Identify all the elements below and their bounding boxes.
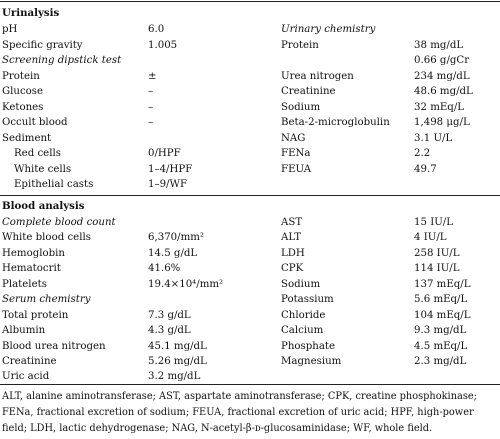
subsection-label: Urinary chemistry xyxy=(281,24,376,35)
row-value: 2.2 xyxy=(414,148,431,159)
blood-analysis-heading: Blood analysis xyxy=(2,200,85,212)
table-row xyxy=(0,177,500,193)
row-label: pH xyxy=(2,24,18,35)
row-value: 6.0 xyxy=(148,24,165,35)
row-label: Uric acid xyxy=(2,371,50,382)
row-label: FENa xyxy=(281,148,311,159)
table-row xyxy=(0,215,500,231)
row-value: 114 IU/L xyxy=(414,263,460,274)
row-value: 45.1 mg/dL xyxy=(148,341,207,352)
row-label: Protein xyxy=(2,71,40,82)
table-row xyxy=(0,22,500,38)
table-row xyxy=(0,277,500,293)
row-label: Creatinine xyxy=(281,86,336,97)
row-label: Epithelial casts xyxy=(14,179,94,190)
abbreviations-footnote: ALT, alanine aminotransferase; AST, aspartate aminotransferase; CPK, creatine phosphokinase; FENa, fractional excretion of sodium; FEUA, fractional excretion of uric acid; HPF, high-power field; LDH, lactic dehydrogenase; NAG, N-acetyl-β-ᴅ-glucosaminidase; WF, whole field. xyxy=(2,391,477,434)
row-label: White blood cells xyxy=(2,232,91,243)
subsection-label: Screening dipstick test xyxy=(2,55,122,66)
table-row xyxy=(0,339,500,355)
row-label: Chloride xyxy=(281,310,326,321)
table-row xyxy=(0,354,500,370)
row-value: 3.1 U/L xyxy=(414,133,453,144)
row-label: Calcium xyxy=(281,325,324,336)
row-label: Sodium xyxy=(281,279,321,290)
row-value: 1–4/HPF xyxy=(148,164,193,175)
subsection-label: Serum chemistry xyxy=(2,294,91,305)
row-label: Platelets xyxy=(2,279,47,290)
row-label: ALT xyxy=(281,232,302,243)
row-value: 2.3 mg/dL xyxy=(414,356,467,367)
row-value: 19.4×10⁴/mm² xyxy=(148,279,224,290)
table-row xyxy=(0,261,500,277)
row-value: – xyxy=(148,117,154,128)
row-value: 14.5 g/dL xyxy=(148,248,198,259)
row-label: Urea nitrogen xyxy=(281,71,354,82)
row-label: Hemoglobin xyxy=(2,248,65,259)
table-row xyxy=(0,84,500,100)
row-value: 0.66 g/gCr xyxy=(414,55,470,66)
row-label: CPK xyxy=(281,263,304,274)
row-label: Total protein xyxy=(2,310,69,321)
row-value: 104 mEq/L xyxy=(414,310,471,321)
section-divider xyxy=(0,195,500,196)
row-label: Phosphate xyxy=(281,341,336,352)
row-value: 9.3 mg/dL xyxy=(414,325,467,336)
row-label: Red cells xyxy=(14,148,61,159)
row-value: – xyxy=(148,102,154,113)
table-row xyxy=(0,308,500,324)
row-value: 4.5 mEq/L xyxy=(414,341,468,352)
row-value: 0/HPF xyxy=(148,148,181,159)
row-value: 258 IU/L xyxy=(414,248,460,259)
row-label: White cells xyxy=(14,164,72,175)
row-label: LDH xyxy=(281,248,305,259)
blood-heading-row xyxy=(0,199,500,215)
table-top-rule xyxy=(0,1,500,2)
row-value: 137 mEq/L xyxy=(414,279,471,290)
table-row xyxy=(0,292,500,308)
row-value: 5.6 mEq/L xyxy=(414,294,468,305)
row-label: Hematocrit xyxy=(2,263,61,274)
row-label: Sediment xyxy=(2,133,52,144)
row-value: 38 mg/dL xyxy=(414,40,464,51)
row-value: 4 IU/L xyxy=(414,232,447,243)
table-row xyxy=(0,246,500,262)
table-row xyxy=(0,323,500,339)
table-row xyxy=(0,115,500,131)
row-value: 5.26 mg/dL xyxy=(148,356,207,367)
row-value: 1,498 μg/L xyxy=(414,117,470,128)
table-row xyxy=(0,38,500,54)
row-label: Specific gravity xyxy=(2,40,83,51)
row-value: 32 mEq/L xyxy=(414,102,465,113)
table-row xyxy=(0,69,500,85)
row-label: Potassium xyxy=(281,294,334,305)
row-label: Occult blood xyxy=(2,117,68,128)
row-label: NAG xyxy=(281,133,306,144)
row-label: Beta-2-microglobulin xyxy=(281,117,390,128)
table-row xyxy=(0,162,500,178)
row-label: Blood urea nitrogen xyxy=(2,341,106,352)
row-value: ± xyxy=(148,71,157,82)
row-label: Glucose xyxy=(2,86,44,97)
row-label: Protein xyxy=(281,40,319,51)
urinalysis-heading-row xyxy=(0,6,500,22)
row-label: Ketones xyxy=(2,102,44,113)
row-label: Sodium xyxy=(281,102,321,113)
row-label: AST xyxy=(281,217,303,228)
row-value: 48.6 mg/dL xyxy=(414,86,473,97)
row-value: 4.3 g/dL xyxy=(148,325,191,336)
row-value: 41.6% xyxy=(148,263,181,274)
subsection-label: Complete blood count xyxy=(2,217,116,228)
table-row xyxy=(0,146,500,162)
row-value: 49.7 xyxy=(414,164,437,175)
table-row xyxy=(0,53,500,69)
row-label: Albumin xyxy=(2,325,46,336)
table-row xyxy=(0,131,500,147)
row-value: 15 IU/L xyxy=(414,217,454,228)
row-label: FEUA xyxy=(281,164,312,175)
table-row xyxy=(0,369,500,385)
row-value: 1.005 xyxy=(148,40,178,51)
row-label: Magnesium xyxy=(281,356,342,367)
table-bottom-rule xyxy=(0,384,500,385)
row-value: 3.2 mg/dL xyxy=(148,371,201,382)
table-row xyxy=(0,230,500,246)
row-value: 6,370/mm² xyxy=(148,232,205,243)
row-value: 234 mg/dL xyxy=(414,71,470,82)
row-value: 1–9/WF xyxy=(148,179,188,190)
table-row xyxy=(0,100,500,116)
row-value: 7.3 g/dL xyxy=(148,310,191,321)
row-value: – xyxy=(148,86,154,97)
row-label: Creatinine xyxy=(2,356,57,367)
urinalysis-heading: Urinalysis xyxy=(2,7,60,19)
